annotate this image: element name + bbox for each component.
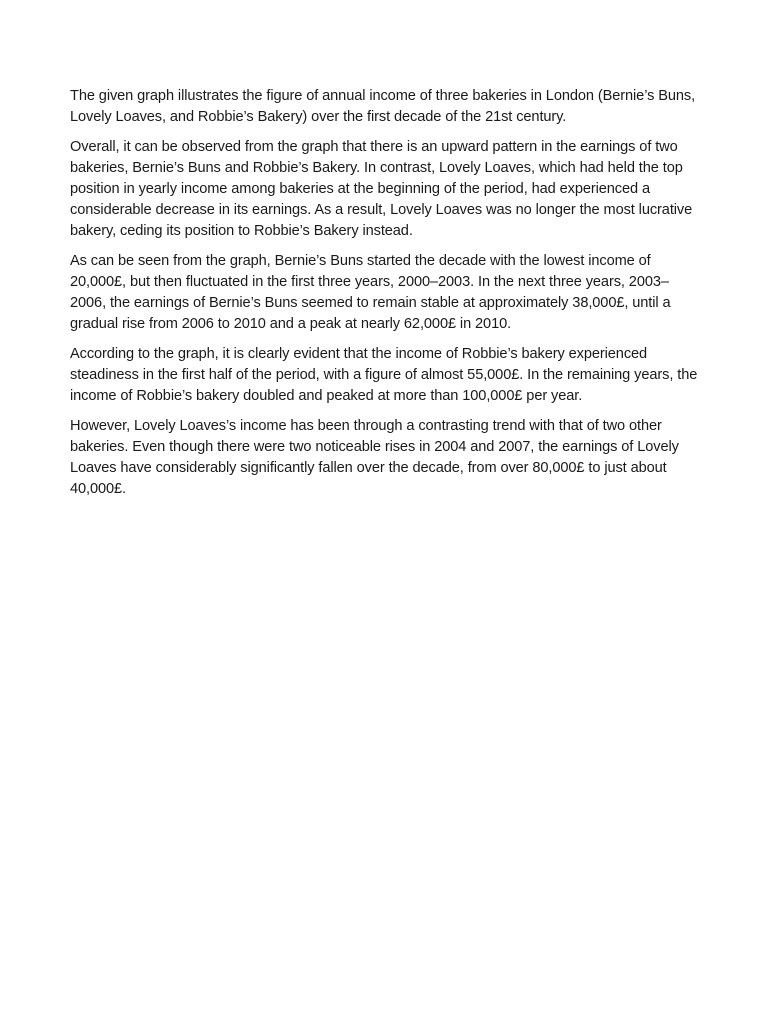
paragraph-robbies-bakery: According to the graph, it is clearly evident that the income of Robbie’s bakery experienced steadiness in the first half of the period, with a figure of almost 55,000£. In the remaining years, the income of Robbie’s bakery doubled and peaked at more than 100,000£ per year. bbox=[70, 346, 698, 404]
paragraph-introduction: The given graph illustrates the figure of annual income of three bakeries in London (Bernie’s Buns, Lovely Loaves, and Robbie’s Bakery) over the first decade of the 21st century. bbox=[70, 88, 696, 125]
paragraph-overview: Overall, it can be observed from the graph that there is an upward pattern in the earnings of two bakeries, Bernie’s Buns and Robbie’s Bakery. In contrast, Lovely Loaves, which had held the top position in yearly income among bakeries at the beginning of the period, had experienced a considerable decrease in its earnings. As a result, Lovely Loaves was no longer the most lucrative bakery, ceding its position to Robbie’s Bakery instead. bbox=[70, 139, 693, 239]
paragraph-lovely-loaves: However, Lovely Loaves’s income has been through a contrasting trend with that of two other bakeries. Even though there were two noticeable rises in 2004 and 2007, the earnings of Lovely Loaves have considerably significantly fallen over the decade, from over 80,000£ to just about 40,000£. bbox=[70, 418, 679, 497]
paragraph-bernies-buns: As can be seen from the graph, Bernie’s Buns started the decade with the lowest income of 20,000£, but then fluctuated in the first three years, 2000–2003. In the next three years, 2003–2006, the earnings of Bernie’s Buns seemed to remain stable at approximately 38,000£, until a gradual rise from 2006 to 2010 and a peak at nearly 62,000£ in 2010. bbox=[70, 253, 671, 332]
document-body bbox=[70, 86, 702, 509]
